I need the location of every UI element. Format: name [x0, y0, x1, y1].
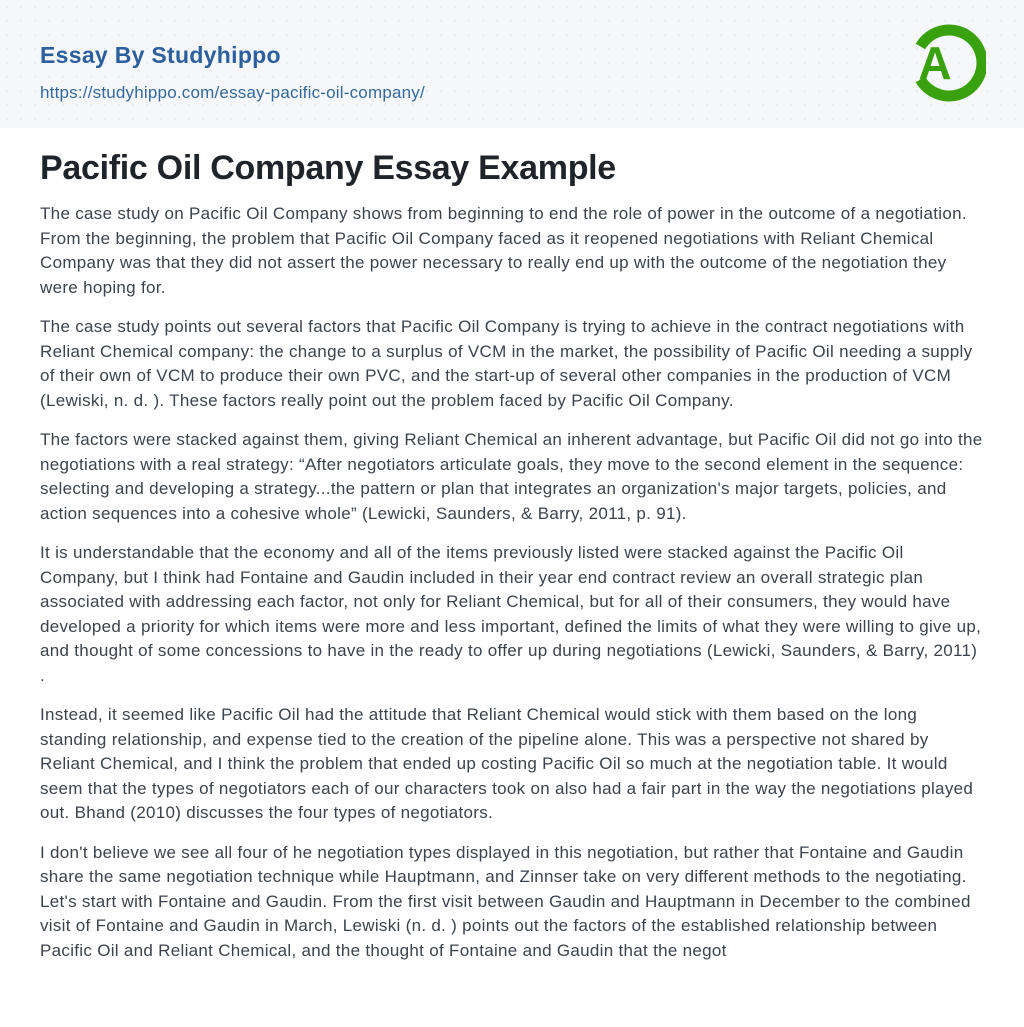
article — [0, 151, 1024, 963]
article-paragraph: The case study on Pacific Oil Company shows from beginning to end the role of power in the outcome of a negotiation. From the beginning, the problem that Pacific Oil Company faced as it reopened negotiations with Reliant Chemical Company was that they did not assert the power necessary to really end up with the outcome of the negotiation they were hoping for. — [40, 204, 967, 297]
article-paragraph: I don't believe we see all four of he negotiation types displayed in this negotiation, but rather that Fontaine and Gaudin share the same negotiation technique while Hauptmann, and Zinnser take on very different methods to the negotiating. Let's start with Fontaine and Gaudin. From the first visit between Gaudin and Hauptmann in December to the combined visit of Fontaine and Gaudin in March, Lewiski (n. d. ) points out the factors of the established relationship between Pacific Oil and Reliant Chemical, and the thought of Fontaine and Gaudin that the negot — [40, 842, 971, 960]
article-paragraph: Instead, it seemed like Pacific Oil had the attitude that Reliant Chemical would stick with them based on the long standing relationship, and expense tied to the creation of the pipeline alone. This was a perspective not shared by Reliant Chemical, and I think the problem that ended up costing Pacific Oil so much at the negotiation table. It would seem that the types of negotiators each of our characters took on also had a fair part in the way the negotiations played out. Bhand (2010) discusses the four types of negotiators. — [40, 705, 974, 822]
site-url-link[interactable]: https://studyhippo.com/essay-pacific-oil-company/ — [40, 83, 425, 102]
site-title: Essay By Studyhippo — [40, 42, 281, 68]
article-paragraph: The case study points out several factors that Pacific Oil Company is trying to achieve in the contract negotiations with Reliant Chemical company: the change to a surplus of VCM in the market, the possibility of Pacific Oil needing a supply of their own of VCM to produce their own PVC, and the start-up of several other companies in the production of VCM (Lewiski, n. d. ). These factors really point out the problem faced by Pacific Oil Company. — [40, 317, 973, 410]
article-title: Pacific Oil Company Essay Example — [40, 149, 616, 187]
article-paragraph: It is understandable that the economy and all of the items previously listed were stacked against the Pacific Oil Company, but I think had Fontaine and Gaudin included in their year end contract review an overall strategic plan associated with addressing each factor, not only for Reliant Chemical, but for all of their consumers, they would have developed a priority for which items were more and less important, defined the limits of what they were willing to give up, and thought of some concessions to have in the ready to offer up during negotiations (Lewicki, Saunders, & Barry, 2011) . — [40, 543, 982, 685]
studyhippo-logo — [906, 22, 986, 104]
article-paragraph: The factors were stacked against them, giving Reliant Chemical an inherent advantage, but Pacific Oil did not go into the negotiations with a real strategy: “After negotiators articulate goals, they move to the second element in the sequence: selecting and developing a strategy...the pattern or plan that integrates an organization's major targets, policies, and action sequences into a cohesive whole” (Lewicki, Saunders, & Barry, 2011, p. 91). — [40, 430, 983, 523]
page-header — [0, 0, 1024, 128]
logo-letter: A — [918, 37, 952, 89]
